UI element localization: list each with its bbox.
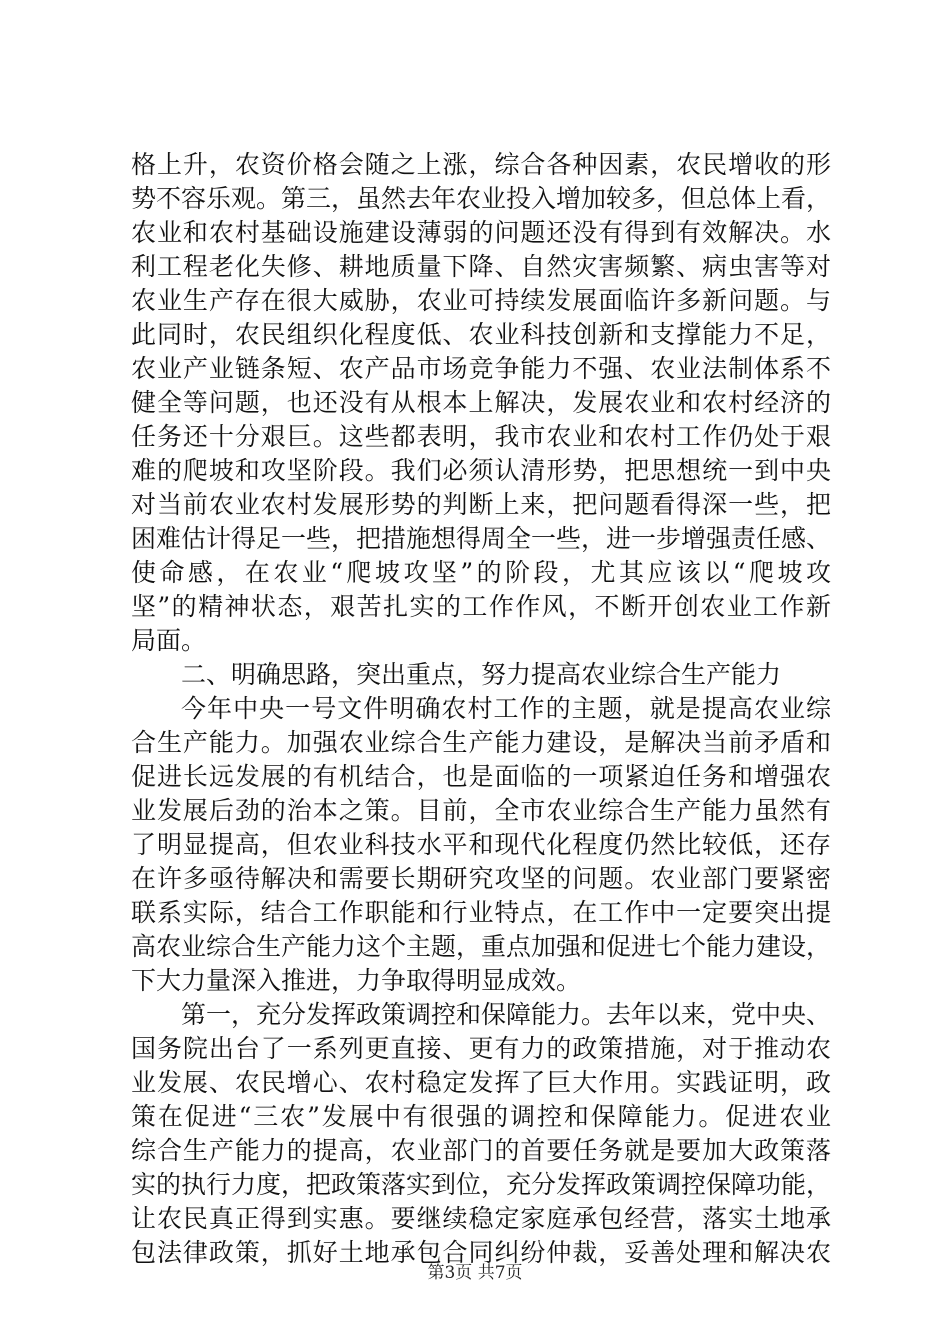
text-line: 农业和农村基础设施建设薄弱的问题还没有得到有效解决。水 [131,218,831,247]
text-line: 势不容乐观。第三，虽然去年农业投入增加较多，但总体上看， [131,184,832,213]
text-line: 综合生产能力的提高，农业部门的首要任务就是要加大政策落 [131,1136,831,1165]
text-line: 坚”的精神状态，艰苦扎实的工作作风，不断开创农业工作新 [131,592,831,621]
page-number: 第3页 共7页 [427,1263,523,1283]
text-line: 使命感，在农业“爬坡攻坚”的阶段，尤其应该以“爬坡攻 [131,558,831,587]
text-line: 下大力量深入推进，力争取得明显成效。 [131,966,582,995]
text-line: 格上升，农资价格会随之上涨，综合各种因素，农民增收的形 [131,150,831,179]
text-line: 联系实际，结合工作职能和行业特点，在工作中一定要突出提 [131,898,831,927]
text-line: 任务还十分艰巨。这些都表明，我市农业和农村工作仍处于艰 [131,422,831,451]
text-line: 在许多亟待解决和需要长期研究攻坚的问题。农业部门要紧密 [131,864,831,893]
document-body [131,148,831,1270]
text-line: 对当前农业农村发展形势的判断上来，把问题看得深一些，把 [131,490,831,519]
text-line: 健全等问题，也还没有从根本上解决，发展农业和农村经济的 [131,388,831,417]
text-line: 第一，充分发挥政策调控和保障能力。去年以来，党中央、 [181,1000,832,1029]
text-line: 策在促进“三农”发展中有很强的调控和保障能力。促进农业 [131,1102,831,1131]
text-line: 了明显提高，但农业科技水平和现代化程度仍然比较低，还存 [131,830,831,859]
text-line: 农业生产存在很大威胁，农业可持续发展面临许多新问题。与 [131,286,831,315]
page-footer [0,1262,950,1284]
text-line: 让农民真正得到实惠。要继续稳定家庭承包经营，落实土地承 [131,1204,831,1233]
text-line: 业发展、农民增心、农村稳定发挥了巨大作用。实践证明，政 [131,1068,831,1097]
text-line: 利工程老化失修、耕地质量下降、自然灾害频繁、病虫害等对 [131,252,831,281]
text-line: 包法律政策，抓好土地承包合同纠纷仲裁，妥善处理和解决农 [131,1238,831,1267]
text-line: 农业产业链条短、农产品市场竞争能力不强、农业法制体系不 [131,354,831,383]
text-line: 实的执行力度，把政策落实到位，充分发挥政策调控保障功能， [131,1170,832,1199]
text-line: 合生产能力。加强农业综合生产能力建设，是解决当前矛盾和 [131,728,831,757]
text-line: 局面。 [131,626,207,655]
section-heading: 二、明确思路，突出重点，努力提高农业综合生产能力 [181,660,782,689]
text-line: 难的爬坡和攻坚阶段。我们必须认清形势，把思想统一到中央 [131,456,831,485]
text-line: 此同时，农民组织化程度低、农业科技创新和支撑能力不足， [131,320,831,349]
text-line: 国务院出台了一系列更直接、更有力的政策措施，对于推动农 [131,1034,831,1063]
text-line: 高农业综合生产能力这个主题，重点加强和促进七个能力建设， [131,932,832,961]
text-line: 业发展后劲的治本之策。目前，全市农业综合生产能力虽然有 [131,796,831,825]
text-line: 困难估计得足一些，把措施想得周全一些，进一步增强责任感、 [131,524,832,553]
text-line: 促进长远发展的有机结合，也是面临的一项紧迫任务和增强农 [131,762,831,791]
text-line: 今年中央一号文件明确农村工作的主题，就是提高农业综 [181,694,831,723]
